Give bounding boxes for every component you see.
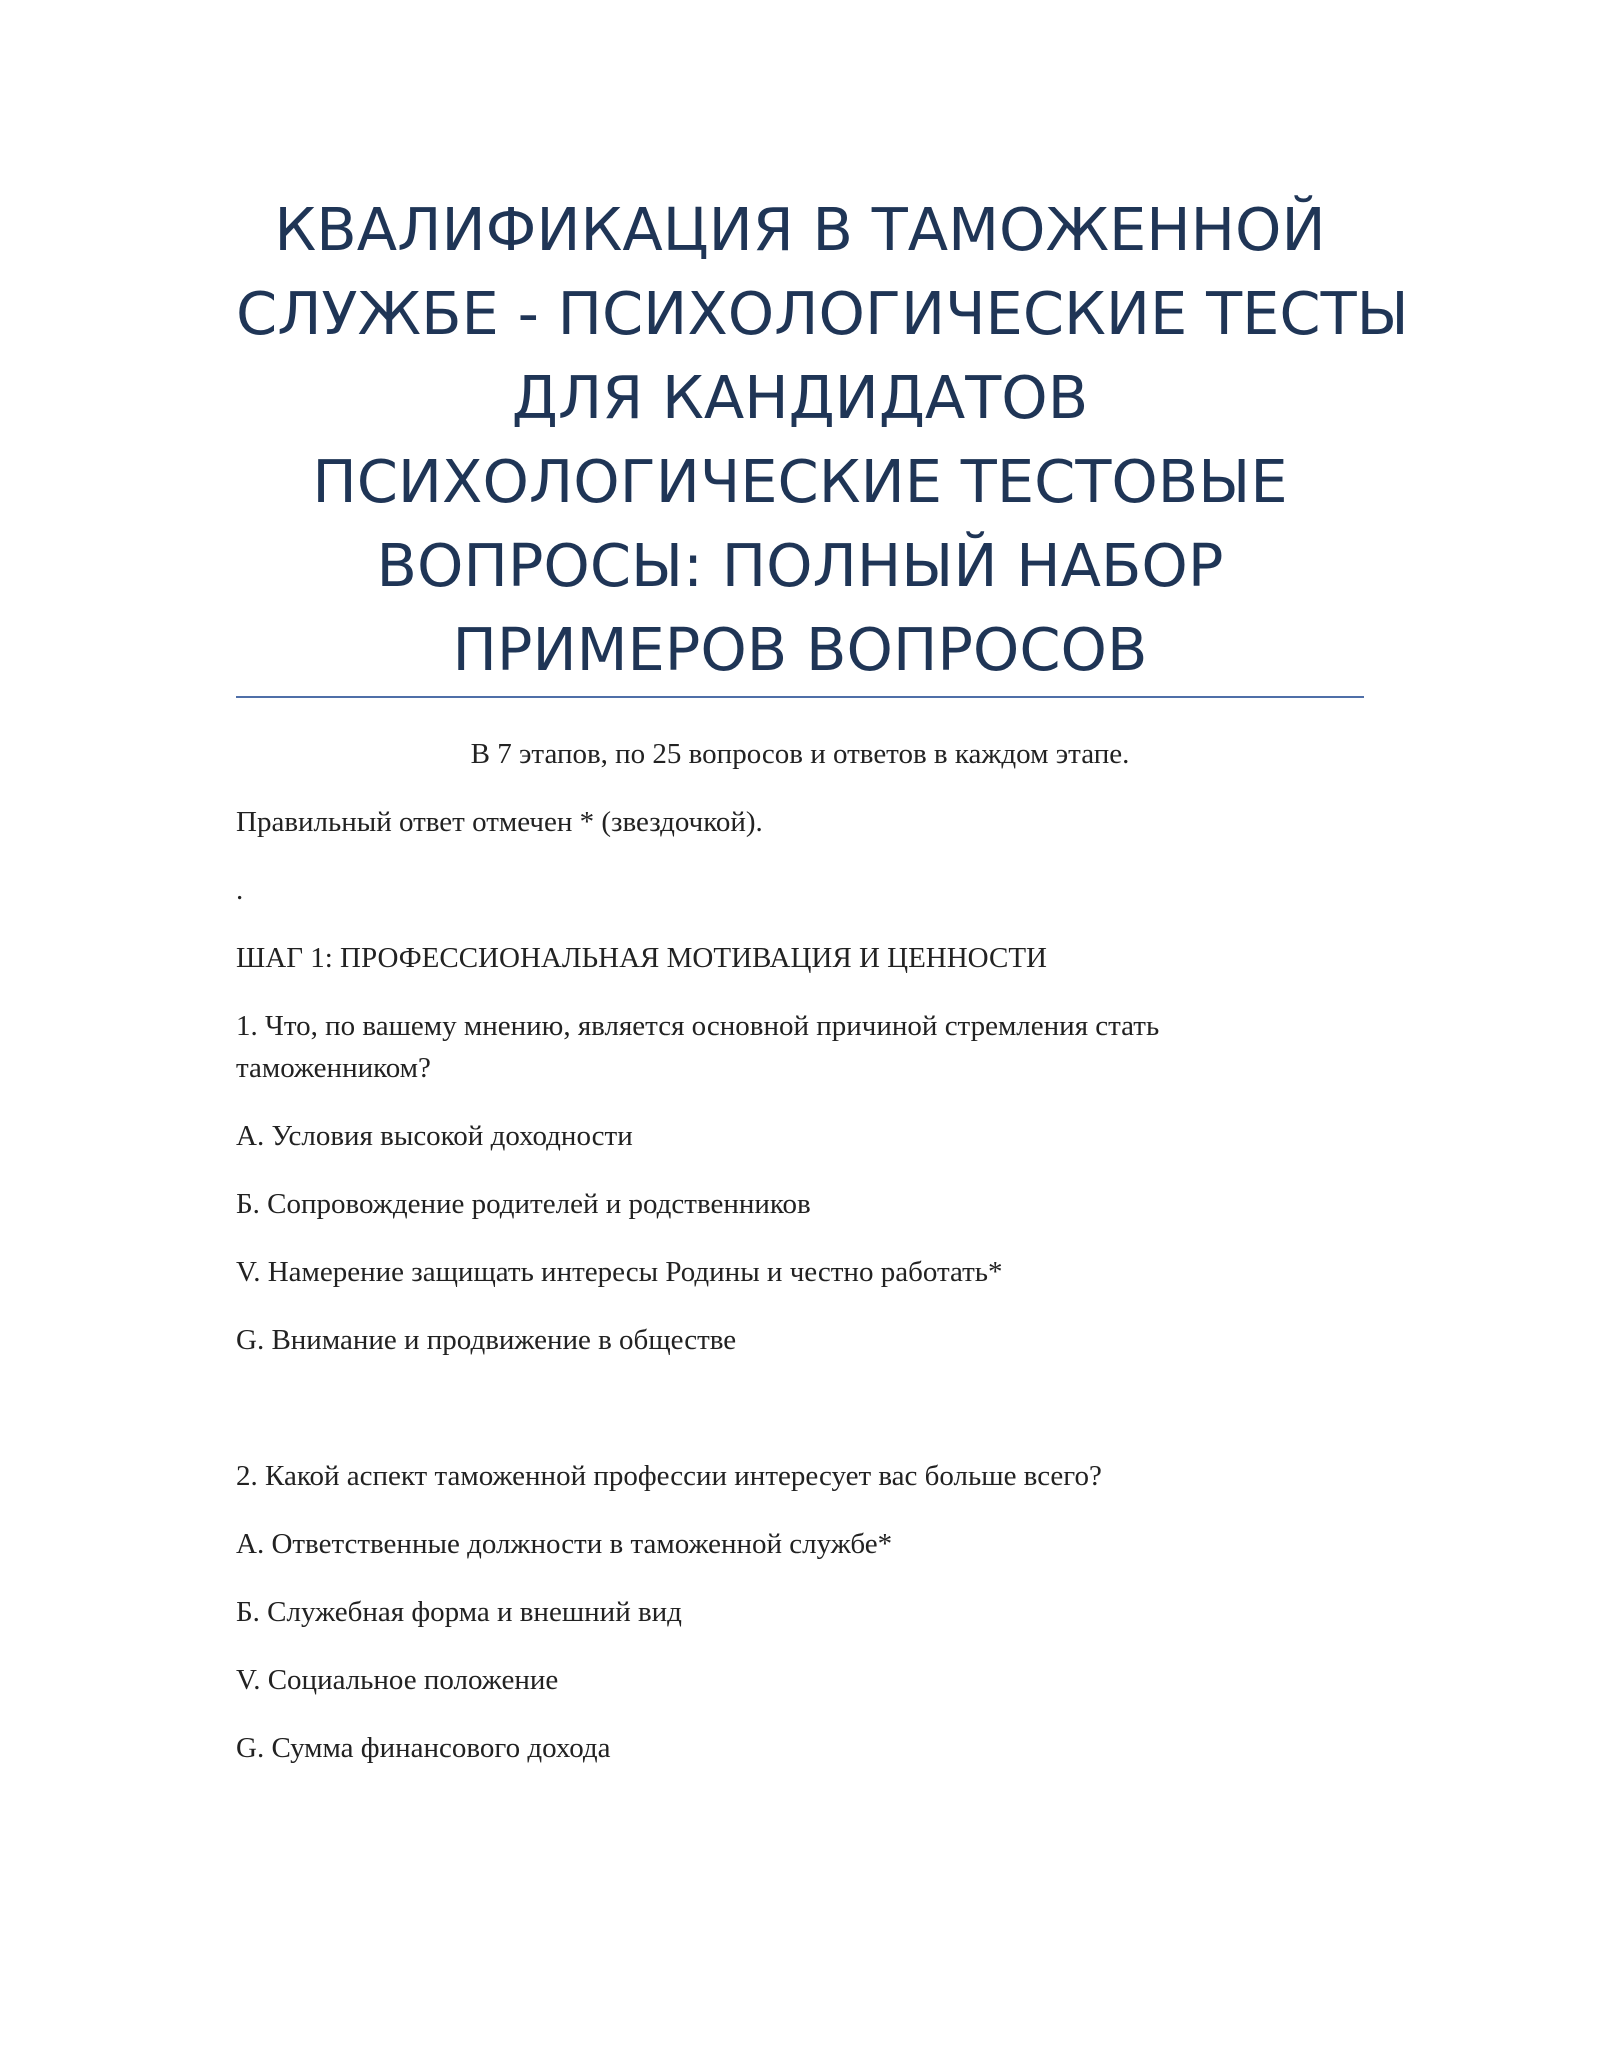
question-1-option-a: A. Условия высокой доходности bbox=[236, 1120, 633, 1152]
question-1-option-g: G. Внимание и продвижение в обществе bbox=[236, 1324, 737, 1356]
question-1-option-v: V. Намерение защищать интересы Родины и честно работать* bbox=[236, 1256, 1003, 1288]
question-1-text bbox=[236, 1005, 1364, 1089]
question-2-option-b: Б. Служебная форма и внешний вид bbox=[236, 1596, 682, 1628]
question-2-option-g: G. Сумма финансового дохода bbox=[236, 1732, 611, 1764]
document-title bbox=[236, 188, 1409, 692]
title-line: ПСИХОЛОГИЧЕСКИЕ ТЕСТОВЫЕ bbox=[312, 447, 1288, 516]
title-line: ПРИМЕРОВ ВОПРОСОВ bbox=[452, 615, 1148, 684]
intro-dot: . bbox=[236, 874, 244, 906]
intro-summary: В 7 этапов, по 25 вопросов и ответов в каждом этапе. bbox=[470, 738, 1130, 770]
question-2-text: 2. Какой аспект таможенной профессии интересует вас больше всего? bbox=[236, 1460, 1102, 1492]
step-heading: ШАГ 1: ПРОФЕССИОНАЛЬНАЯ МОТИВАЦИЯ И ЦЕННОСТИ bbox=[236, 942, 1047, 974]
question-1-option-b: Б. Сопровождение родителей и родственников bbox=[236, 1188, 811, 1220]
question-1-line-1: 1. Что, по вашему мнению, является основной причиной стремления стать bbox=[236, 1010, 1160, 1042]
title-line: ДЛЯ КАНДИДАТОВ bbox=[511, 363, 1089, 432]
question-1-line-2: таможенником? bbox=[236, 1052, 431, 1084]
title-line: СЛУЖБЕ - ПСИХОЛОГИЧЕСКИЕ ТЕСТЫ bbox=[236, 279, 1409, 348]
question-2-option-a: А. Ответственные должности в таможенной службе* bbox=[236, 1528, 893, 1560]
title-line: ВОПРОСЫ: ПОЛНЫЙ НАБОР bbox=[376, 531, 1224, 600]
title-line: КВАЛИФИКАЦИЯ В ТАМОЖЕННОЙ bbox=[274, 195, 1326, 264]
title-divider bbox=[236, 696, 1364, 698]
question-2-option-v: V. Социальное положение bbox=[236, 1664, 559, 1696]
intro-note: Правильный ответ отмечен * (звездочкой). bbox=[236, 806, 763, 838]
